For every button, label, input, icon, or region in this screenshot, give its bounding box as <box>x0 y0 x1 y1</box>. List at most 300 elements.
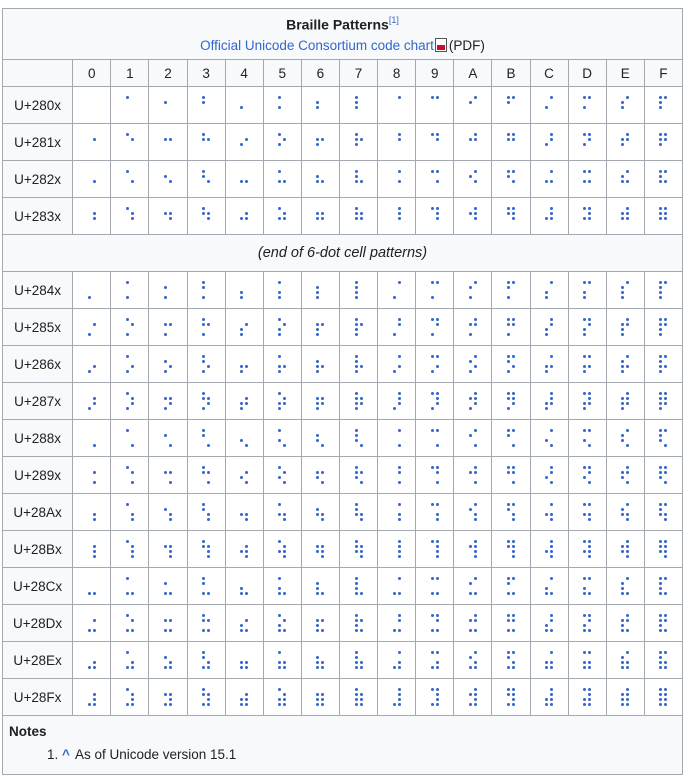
braille-cell[interactable] <box>644 679 682 716</box>
row-label: U+28Cx <box>3 568 73 605</box>
braille-cell[interactable] <box>263 679 301 716</box>
braille-cell[interactable] <box>454 87 492 124</box>
braille-cell[interactable] <box>73 642 111 679</box>
braille-cell[interactable] <box>568 568 606 605</box>
braille-cell[interactable] <box>644 198 682 235</box>
braille-cell[interactable] <box>606 605 644 642</box>
braille-cell[interactable] <box>492 531 530 568</box>
braille-cell[interactable] <box>492 124 530 161</box>
braille-cell[interactable] <box>187 346 225 383</box>
braille-cell[interactable] <box>454 568 492 605</box>
braille-cell[interactable] <box>339 272 377 309</box>
braille-cell[interactable] <box>416 679 454 716</box>
braille-cell[interactable] <box>225 679 263 716</box>
braille-dot-8 <box>131 444 134 447</box>
braille-cell[interactable] <box>378 531 416 568</box>
braille-cell[interactable] <box>111 87 149 124</box>
braille-cell[interactable] <box>378 161 416 198</box>
braille-cell[interactable] <box>301 272 339 309</box>
braille-cell[interactable] <box>149 198 187 235</box>
braille-cell[interactable] <box>301 642 339 679</box>
braille-cell[interactable] <box>111 124 149 161</box>
braille-cell[interactable] <box>606 494 644 531</box>
braille-cell[interactable] <box>149 457 187 494</box>
braille-cell[interactable] <box>339 420 377 457</box>
braille-cell[interactable] <box>416 383 454 420</box>
braille-cell[interactable] <box>416 494 454 531</box>
braille-cell[interactable] <box>149 420 187 457</box>
braille-dot-7 <box>583 333 586 336</box>
braille-cell[interactable] <box>644 383 682 420</box>
braille-cell[interactable] <box>644 605 682 642</box>
braille-cell[interactable] <box>187 272 225 309</box>
braille-cell[interactable] <box>187 531 225 568</box>
braille-dot-3 <box>355 698 358 701</box>
braille-cell[interactable] <box>530 124 568 161</box>
braille-dot-7 <box>545 703 548 706</box>
braille-cell[interactable] <box>530 642 568 679</box>
braille-cell[interactable] <box>111 531 149 568</box>
braille-cell[interactable] <box>225 494 263 531</box>
braille-cell[interactable] <box>606 309 644 346</box>
braille-cell[interactable] <box>492 457 530 494</box>
braille-cell[interactable] <box>111 272 149 309</box>
braille-cell[interactable] <box>225 568 263 605</box>
braille-cell[interactable] <box>73 605 111 642</box>
braille-cell[interactable] <box>149 124 187 161</box>
braille-cell[interactable] <box>530 198 568 235</box>
braille-cell[interactable] <box>301 309 339 346</box>
braille-cell[interactable] <box>644 124 682 161</box>
braille-cell[interactable] <box>454 642 492 679</box>
braille-cell[interactable] <box>454 383 492 420</box>
braille-cell[interactable] <box>454 346 492 383</box>
braille-cell[interactable] <box>73 494 111 531</box>
braille-cell[interactable] <box>568 309 606 346</box>
braille-cell[interactable] <box>339 494 377 531</box>
braille-cell[interactable] <box>492 87 530 124</box>
braille-cell[interactable] <box>111 568 149 605</box>
braille-cell[interactable] <box>111 420 149 457</box>
braille-dot-2 <box>659 545 662 548</box>
braille-cell[interactable] <box>606 568 644 605</box>
braille-cell[interactable] <box>644 87 682 124</box>
column-header-8: 8 <box>378 60 416 87</box>
braille-cell[interactable] <box>187 679 225 716</box>
braille-cell[interactable] <box>378 642 416 679</box>
braille-cell[interactable] <box>301 198 339 235</box>
braille-cell[interactable] <box>378 124 416 161</box>
braille-cell[interactable] <box>568 457 606 494</box>
braille-cell[interactable] <box>378 679 416 716</box>
braille-cell[interactable] <box>225 124 263 161</box>
braille-cell[interactable] <box>454 161 492 198</box>
braille-cell[interactable] <box>454 124 492 161</box>
braille-cell[interactable] <box>378 346 416 383</box>
braille-cell[interactable] <box>339 309 377 346</box>
braille-cell[interactable] <box>149 87 187 124</box>
braille-cell[interactable] <box>225 605 263 642</box>
braille-cell[interactable] <box>111 679 149 716</box>
braille-cell[interactable] <box>568 420 606 457</box>
braille-cell[interactable] <box>111 605 149 642</box>
braille-dot-7 <box>545 592 548 595</box>
braille-cell[interactable] <box>73 457 111 494</box>
braille-cell[interactable] <box>416 309 454 346</box>
braille-cell[interactable] <box>568 531 606 568</box>
braille-cell[interactable] <box>187 198 225 235</box>
braille-cell[interactable] <box>263 531 301 568</box>
braille-cell[interactable] <box>378 309 416 346</box>
braille-cell[interactable] <box>416 420 454 457</box>
braille-cell[interactable] <box>149 642 187 679</box>
braille-cell[interactable] <box>263 272 301 309</box>
braille-cell[interactable] <box>263 494 301 531</box>
braille-cell[interactable] <box>301 568 339 605</box>
braille-cell[interactable] <box>73 420 111 457</box>
braille-cell[interactable] <box>187 420 225 457</box>
braille-cell[interactable] <box>530 309 568 346</box>
braille-cell[interactable] <box>301 679 339 716</box>
braille-cell[interactable] <box>644 642 682 679</box>
braille-cell[interactable] <box>187 124 225 161</box>
braille-cell[interactable] <box>378 383 416 420</box>
braille-cell[interactable] <box>606 346 644 383</box>
braille-cell[interactable] <box>454 457 492 494</box>
braille-cell[interactable] <box>644 420 682 457</box>
braille-cell[interactable] <box>225 420 263 457</box>
braille-cell[interactable] <box>187 494 225 531</box>
braille-cell[interactable] <box>263 568 301 605</box>
braille-dot-3 <box>355 476 358 479</box>
braille-cell[interactable] <box>149 346 187 383</box>
braille-cell[interactable] <box>301 383 339 420</box>
braille-dot-2 <box>202 434 205 437</box>
braille-cell[interactable] <box>644 272 682 309</box>
braille-cell[interactable] <box>568 642 606 679</box>
braille-cell[interactable] <box>225 198 263 235</box>
braille-dot-6 <box>131 698 134 701</box>
braille-cell[interactable] <box>111 346 149 383</box>
braille-cell[interactable] <box>73 87 111 124</box>
note-backlink[interactable]: ^ <box>62 747 70 762</box>
braille-cell[interactable] <box>416 272 454 309</box>
braille-cell[interactable] <box>111 309 149 346</box>
braille-cell[interactable] <box>568 494 606 531</box>
braille-cell[interactable] <box>530 457 568 494</box>
braille-cell[interactable] <box>530 161 568 198</box>
braille-cell[interactable] <box>416 642 454 679</box>
braille-dot-5 <box>93 397 96 400</box>
braille-cell[interactable] <box>530 420 568 457</box>
code-chart-link[interactable]: Official Unicode Consortium code chart <box>200 38 434 54</box>
braille-cell[interactable] <box>225 87 263 124</box>
braille-cell[interactable] <box>339 642 377 679</box>
braille-cell[interactable] <box>225 272 263 309</box>
braille-dot-4 <box>550 651 553 654</box>
braille-cell[interactable] <box>492 272 530 309</box>
braille-dot-3 <box>659 698 662 701</box>
braille-cell[interactable] <box>73 383 111 420</box>
braille-dot-1 <box>355 392 358 395</box>
braille-cell[interactable] <box>339 198 377 235</box>
braille-cell[interactable] <box>301 124 339 161</box>
braille-cell[interactable] <box>339 161 377 198</box>
title-reference-link[interactable]: [1] <box>388 14 399 25</box>
braille-dot-3 <box>316 328 319 331</box>
braille-cell[interactable] <box>530 87 568 124</box>
braille-cell[interactable] <box>644 457 682 494</box>
braille-cell[interactable] <box>568 87 606 124</box>
braille-cell[interactable] <box>111 494 149 531</box>
braille-cell[interactable] <box>263 346 301 383</box>
braille-cell[interactable] <box>644 346 682 383</box>
braille-cell[interactable] <box>530 679 568 716</box>
braille-cell[interactable] <box>606 420 644 457</box>
braille-cell[interactable] <box>606 87 644 124</box>
braille-cell[interactable] <box>339 124 377 161</box>
braille-dot-5 <box>626 397 629 400</box>
braille-cell[interactable] <box>378 198 416 235</box>
braille-cell[interactable] <box>149 679 187 716</box>
braille-cell[interactable] <box>73 531 111 568</box>
braille-cell[interactable] <box>416 198 454 235</box>
braille-dot-8 <box>626 444 629 447</box>
braille-cell[interactable] <box>263 87 301 124</box>
braille-cell[interactable] <box>530 346 568 383</box>
braille-dot-8 <box>550 592 553 595</box>
braille-cell[interactable] <box>225 161 263 198</box>
braille-cell[interactable] <box>530 272 568 309</box>
braille-dot-4 <box>398 281 401 284</box>
braille-cell[interactable] <box>378 568 416 605</box>
braille-cell[interactable] <box>454 420 492 457</box>
braille-cell[interactable] <box>111 198 149 235</box>
braille-cell[interactable] <box>73 346 111 383</box>
braille-cell[interactable] <box>263 124 301 161</box>
braille-cell[interactable] <box>73 124 111 161</box>
braille-dot-7 <box>316 703 319 706</box>
braille-cell[interactable] <box>492 383 530 420</box>
braille-cell[interactable] <box>606 124 644 161</box>
braille-cell[interactable] <box>149 494 187 531</box>
braille-cell[interactable] <box>606 457 644 494</box>
braille-cell[interactable] <box>454 494 492 531</box>
braille-cell[interactable] <box>644 494 682 531</box>
braille-cell[interactable] <box>378 494 416 531</box>
braille-dot-1 <box>431 429 434 432</box>
braille-cell[interactable] <box>492 605 530 642</box>
braille-cell[interactable] <box>416 346 454 383</box>
braille-dot-4 <box>626 614 629 617</box>
braille-dot-5 <box>93 138 96 141</box>
braille-dot-3 <box>278 106 281 109</box>
braille-cell[interactable] <box>339 457 377 494</box>
braille-cell[interactable] <box>187 568 225 605</box>
braille-cell[interactable] <box>301 605 339 642</box>
braille-cell[interactable] <box>301 457 339 494</box>
braille-cell[interactable] <box>263 309 301 346</box>
braille-cell[interactable] <box>416 568 454 605</box>
braille-cell[interactable] <box>416 124 454 161</box>
braille-dot-3 <box>316 180 319 183</box>
braille-dot-6 <box>474 365 477 368</box>
braille-cell[interactable] <box>73 309 111 346</box>
braille-cell[interactable] <box>378 457 416 494</box>
braille-cell[interactable] <box>530 494 568 531</box>
braille-cell[interactable] <box>378 87 416 124</box>
braille-cell[interactable] <box>492 420 530 457</box>
braille-cell[interactable] <box>492 642 530 679</box>
braille-cell[interactable] <box>73 568 111 605</box>
braille-cell[interactable] <box>225 309 263 346</box>
braille-cell[interactable] <box>492 198 530 235</box>
braille-cell[interactable] <box>530 605 568 642</box>
braille-cell[interactable] <box>606 272 644 309</box>
braille-cell[interactable] <box>73 272 111 309</box>
braille-cell[interactable] <box>492 161 530 198</box>
braille-cell[interactable] <box>492 309 530 346</box>
braille-cell[interactable] <box>73 198 111 235</box>
braille-cell[interactable] <box>568 383 606 420</box>
braille-dot-7 <box>278 629 281 632</box>
braille-cell[interactable] <box>301 420 339 457</box>
braille-dot-1 <box>507 503 510 506</box>
braille-cell[interactable] <box>568 124 606 161</box>
braille-cell[interactable] <box>416 87 454 124</box>
braille-cell[interactable] <box>263 198 301 235</box>
braille-cell[interactable] <box>530 531 568 568</box>
braille-cell[interactable] <box>149 383 187 420</box>
braille-cell[interactable] <box>263 161 301 198</box>
braille-cell[interactable] <box>187 309 225 346</box>
braille-cell[interactable] <box>301 494 339 531</box>
braille-cell[interactable] <box>416 457 454 494</box>
braille-cell[interactable] <box>149 531 187 568</box>
braille-cell[interactable] <box>606 161 644 198</box>
braille-cell[interactable] <box>111 383 149 420</box>
braille-cell[interactable] <box>73 679 111 716</box>
braille-cell[interactable] <box>225 642 263 679</box>
braille-cell[interactable] <box>568 161 606 198</box>
braille-cell[interactable] <box>149 161 187 198</box>
braille-cell[interactable] <box>606 642 644 679</box>
braille-cell[interactable] <box>606 531 644 568</box>
braille-cell[interactable] <box>339 531 377 568</box>
braille-dot-2 <box>202 286 205 289</box>
braille-cell[interactable] <box>416 161 454 198</box>
braille-cell[interactable] <box>339 605 377 642</box>
braille-cell[interactable] <box>263 457 301 494</box>
braille-cell[interactable] <box>416 605 454 642</box>
braille-cell[interactable] <box>149 605 187 642</box>
braille-cell[interactable] <box>454 605 492 642</box>
braille-cell[interactable] <box>187 457 225 494</box>
braille-cell[interactable] <box>454 531 492 568</box>
braille-dot-7 <box>240 370 243 373</box>
braille-cell[interactable] <box>454 679 492 716</box>
braille-dot-6 <box>245 550 248 553</box>
braille-cell[interactable] <box>644 531 682 568</box>
braille-cell[interactable] <box>263 642 301 679</box>
braille-cell[interactable] <box>149 272 187 309</box>
braille-cell[interactable] <box>644 568 682 605</box>
braille-cell[interactable] <box>568 346 606 383</box>
braille-cell[interactable] <box>339 568 377 605</box>
braille-cell[interactable] <box>568 198 606 235</box>
braille-cell[interactable] <box>454 198 492 235</box>
braille-cell[interactable] <box>301 161 339 198</box>
braille-cell[interactable] <box>73 161 111 198</box>
braille-cell[interactable] <box>530 568 568 605</box>
braille-cell[interactable] <box>301 87 339 124</box>
braille-cell[interactable] <box>492 568 530 605</box>
braille-cell[interactable] <box>492 494 530 531</box>
braille-dot-6 <box>169 180 172 183</box>
braille-cell[interactable] <box>339 87 377 124</box>
braille-cell[interactable] <box>301 531 339 568</box>
braille-cell[interactable] <box>339 346 377 383</box>
braille-cell[interactable] <box>263 420 301 457</box>
braille-cell[interactable] <box>187 161 225 198</box>
braille-cell[interactable] <box>339 383 377 420</box>
braille-cell[interactable] <box>187 605 225 642</box>
braille-cell[interactable] <box>378 605 416 642</box>
braille-dot-3 <box>355 587 358 590</box>
column-header-c: C <box>530 60 568 87</box>
braille-cell[interactable] <box>378 272 416 309</box>
braille-cell[interactable] <box>416 531 454 568</box>
braille-cell[interactable] <box>492 346 530 383</box>
braille-cell[interactable] <box>454 272 492 309</box>
braille-cell[interactable] <box>149 309 187 346</box>
braille-cell[interactable] <box>263 605 301 642</box>
braille-cell[interactable] <box>492 679 530 716</box>
braille-dot-5 <box>474 212 477 215</box>
braille-cell[interactable] <box>530 383 568 420</box>
braille-dot-8 <box>626 629 629 632</box>
braille-cell[interactable] <box>568 679 606 716</box>
braille-cell[interactable] <box>149 568 187 605</box>
braille-cell[interactable] <box>187 642 225 679</box>
braille-cell[interactable] <box>111 457 149 494</box>
braille-cell[interactable] <box>225 346 263 383</box>
braille-cell[interactable] <box>225 531 263 568</box>
braille-cell[interactable] <box>339 679 377 716</box>
braille-cell[interactable] <box>454 309 492 346</box>
braille-cell[interactable] <box>263 383 301 420</box>
braille-cell[interactable] <box>644 161 682 198</box>
braille-cell[interactable] <box>301 346 339 383</box>
braille-cell[interactable] <box>606 383 644 420</box>
braille-cell[interactable] <box>111 161 149 198</box>
braille-cell[interactable] <box>187 87 225 124</box>
row-label: U+28Ex <box>3 642 73 679</box>
braille-cell[interactable] <box>606 679 644 716</box>
braille-cell[interactable] <box>568 272 606 309</box>
braille-cell[interactable] <box>606 198 644 235</box>
braille-cell[interactable] <box>225 457 263 494</box>
braille-cell[interactable] <box>568 605 606 642</box>
braille-cell[interactable] <box>225 383 263 420</box>
braille-cell[interactable] <box>187 383 225 420</box>
row-label: U+287x <box>3 383 73 420</box>
braille-cell[interactable] <box>644 309 682 346</box>
braille-cell[interactable] <box>111 642 149 679</box>
braille-cell[interactable] <box>378 420 416 457</box>
braille-dot-7 <box>278 370 281 373</box>
braille-dot-5 <box>207 138 210 141</box>
